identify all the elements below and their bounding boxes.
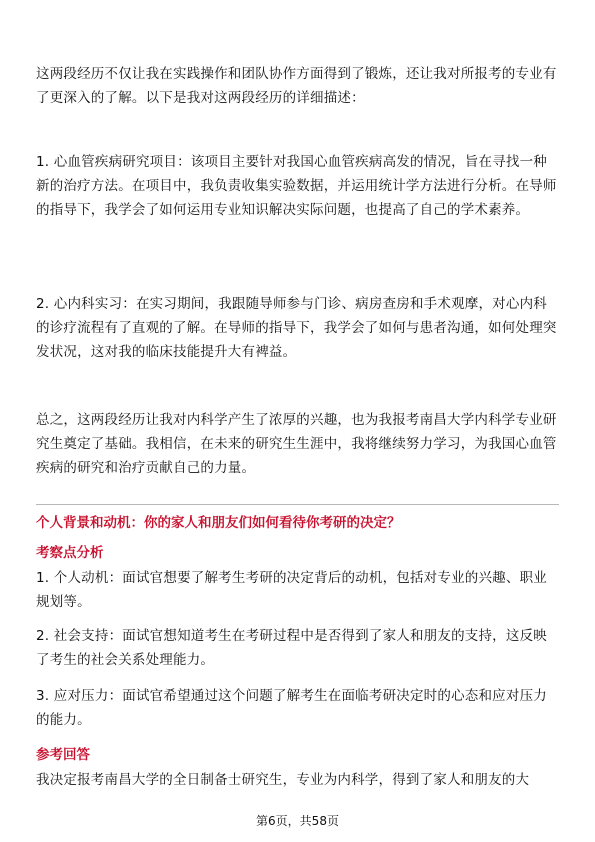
analysis-item-2: 2. 社会支持：面试官想知道考生在考研过程中是否得到了家人和朋友的支持，这反映了考生的社会关系处理能力。 xyxy=(36,628,547,668)
analysis-item-1: 1. 个人动机：面试官想要了解考生考研的决定背后的动机，包括对专业的兴趣、职业规划等。 xyxy=(36,570,547,610)
question-title: 个人背景和动机：你的家人和朋友们如何看待你考研的决定？ xyxy=(36,515,401,531)
experience-item-2: 2. 心内科实习：在实习期间，我跟随导师参与门诊、病房查房和手术观摩，对心内科的诊疗流程有了直观的了解。在导师的指导下，我学会了如何与患者沟通，如何处理突发状况，这对我的临床技能提升大有裨益。 xyxy=(36,296,557,360)
section-divider xyxy=(36,504,559,505)
analysis-item-3: 3. 应对压力：面试官希望通过这个问题了解考生在面临考研决定时的心态和应对压力的能力。 xyxy=(36,688,547,728)
intro-paragraph: 这两段经历不仅让我在实践操作和团队协作方面得到了锻炼，还让我对所报考的专业有了更深入的了解。以下是我对这两段经历的详细描述： xyxy=(36,66,557,106)
page-number: 第6页，共58页 xyxy=(256,814,339,828)
answer-heading: 参考回答 xyxy=(36,747,90,763)
summary-paragraph: 总之，这两段经历让我对内科学产生了浓厚的兴趣，也为我报考南昌大学内科学专业研究生奠定了基础。我相信，在未来的研究生生涯中，我将继续努力学习，为我国心血管疾病的研究和治疗贡献自己的力量。 xyxy=(36,412,557,476)
experience-item-1: 1. 心血管疾病研究项目：该项目主要针对我国心血管疾病高发的情况，旨在寻找一种新的治疗方法。在项目中，我负责收集实验数据，并运用统计学方法进行分析。在导师的指导下，我学会了如何运用专业知识解决实际问题，也提高了自己的学术素养。 xyxy=(36,154,557,218)
answer-text: 我决定报考南昌大学的全日制备士研究生，专业为内科学，得到了家人和朋友的大 xyxy=(36,772,530,788)
analysis-heading: 考察点分析 xyxy=(36,545,104,561)
